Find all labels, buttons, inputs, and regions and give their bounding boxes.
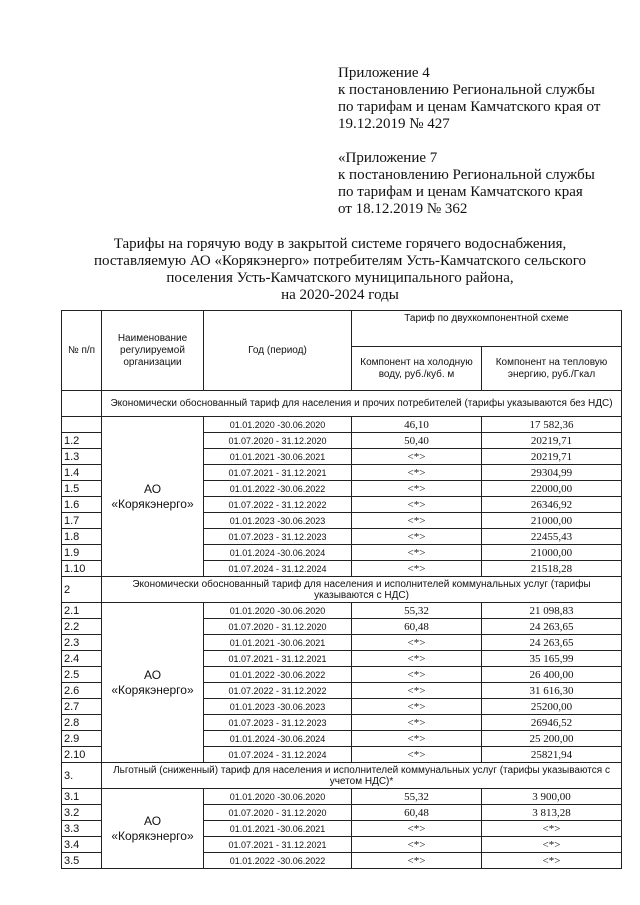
organization-name-line: АО <box>143 667 162 682</box>
heat-energy-value: 21000,00 <box>482 513 622 529</box>
period-cell: 01.07.2023 - 31.12.2023 <box>204 529 352 545</box>
cold-water-value: <*> <box>352 651 482 667</box>
row-number: 2.9 <box>62 731 102 747</box>
heat-energy-value: <*> <box>482 837 622 853</box>
header-cold-water-component: Компонент на холодную воду, руб./куб. м <box>352 347 482 391</box>
table-row <box>62 417 622 433</box>
heat-energy-value: 21 098,83 <box>482 603 622 619</box>
cold-water-value: 60,48 <box>352 619 482 635</box>
row-number: 3.3 <box>62 821 102 837</box>
heat-energy-value: <*> <box>482 853 622 869</box>
cold-water-value: <*> <box>352 683 482 699</box>
cold-water-value: <*> <box>352 465 482 481</box>
cold-water-value: <*> <box>352 545 482 561</box>
heat-energy-value: 3 813,28 <box>482 805 622 821</box>
cold-water-value: <*> <box>352 481 482 497</box>
appendix-prior-line: к постановлению Региональной службы <box>338 167 595 183</box>
cold-water-value: <*> <box>352 635 482 651</box>
section-number <box>62 391 102 417</box>
tariff-table-body <box>62 391 622 869</box>
row-number: 2.1 <box>62 603 102 619</box>
heat-energy-value: <*> <box>482 821 622 837</box>
organization-name-line: «Корякэнерго» <box>111 682 194 697</box>
row-number: 2.6 <box>62 683 102 699</box>
cold-water-value: <*> <box>352 561 482 577</box>
cold-water-value: <*> <box>352 449 482 465</box>
heat-energy-value: 22000,00 <box>482 481 622 497</box>
heat-energy-value: 17 582,36 <box>482 417 622 433</box>
row-number: 2.7 <box>62 699 102 715</box>
organization-name-line: «Корякэнерго» <box>111 828 194 843</box>
row-number: 1.2 <box>62 433 102 449</box>
heat-energy-value: 35 165,99 <box>482 651 622 667</box>
period-cell: 01.01.2023 -30.06.2023 <box>204 699 352 715</box>
period-cell: 01.07.2022 - 31.12.2022 <box>204 683 352 699</box>
appendix-current-line: 19.12.2019 № 427 <box>338 116 450 132</box>
appendix-current-line: к постановлению Региональной службы <box>338 82 595 98</box>
organization-cell <box>102 789 204 869</box>
row-number: 1.6 <box>62 497 102 513</box>
organization-name-line: «Корякэнерго» <box>111 496 194 511</box>
row-number: 1.7 <box>62 513 102 529</box>
row-number: 2.3 <box>62 635 102 651</box>
appendix-current-block <box>338 65 628 133</box>
heat-energy-value: 24 263,65 <box>482 635 622 651</box>
row-number <box>62 417 102 433</box>
header-tariff-group: Тариф по двухкомпонентной схеме <box>352 311 622 347</box>
period-cell: 01.07.2020 - 31.12.2020 <box>204 805 352 821</box>
row-number: 3.1 <box>62 789 102 805</box>
appendix-prior-line: по тарифам и ценам Камчатского края <box>338 184 583 200</box>
period-cell: 01.01.2022 -30.06.2022 <box>204 481 352 497</box>
section-row <box>62 763 622 789</box>
cold-water-value: <*> <box>352 667 482 683</box>
heat-energy-value: 24 263,65 <box>482 619 622 635</box>
period-cell: 01.01.2021 -30.06.2021 <box>204 821 352 837</box>
period-cell: 01.01.2023 -30.06.2023 <box>204 513 352 529</box>
period-cell: 01.01.2021 -30.06.2021 <box>204 635 352 651</box>
period-cell: 01.01.2024 -30.06.2024 <box>204 545 352 561</box>
section-number: 3. <box>62 763 102 789</box>
section-title: Экономически обоснованный тариф для населения и прочих потребителей (тарифы указываются без НДС) <box>102 391 622 417</box>
title-line: на 2020-2024 годы <box>281 287 399 303</box>
row-number: 1.9 <box>62 545 102 561</box>
period-cell: 01.01.2020 -30.06.2020 <box>204 789 352 805</box>
header-number: № п/п <box>62 311 102 391</box>
title-line: поселения Усть-Камчатского муниципального района, <box>166 270 514 286</box>
cold-water-value: <*> <box>352 497 482 513</box>
cold-water-value: 55,32 <box>352 603 482 619</box>
table-row <box>62 603 622 619</box>
row-number: 3.4 <box>62 837 102 853</box>
row-number: 2.4 <box>62 651 102 667</box>
period-cell: 01.01.2021 -30.06.2021 <box>204 449 352 465</box>
organization-cell <box>102 603 204 763</box>
heat-energy-value: 25 200,00 <box>482 731 622 747</box>
row-number: 2.10 <box>62 747 102 763</box>
row-number: 2.5 <box>62 667 102 683</box>
row-number: 2.2 <box>62 619 102 635</box>
section-title: Льготный (сниженный) тариф для населения и исполнителей коммунальных услуг (тарифы указываются с учетом НДС)* <box>102 763 622 789</box>
period-cell: 01.01.2024 -30.06.2024 <box>204 731 352 747</box>
organization-cell <box>102 417 204 577</box>
cold-water-value: <*> <box>352 715 482 731</box>
period-cell: 01.01.2022 -30.06.2022 <box>204 853 352 869</box>
period-cell: 01.01.2020 -30.06.2020 <box>204 603 352 619</box>
cold-water-value: <*> <box>352 513 482 529</box>
period-cell: 01.01.2020 -30.06.2020 <box>204 417 352 433</box>
cold-water-value: <*> <box>352 747 482 763</box>
header-organization: Наименование регулируемой организации <box>102 311 204 391</box>
period-cell: 01.07.2021 - 31.12.2021 <box>204 837 352 853</box>
cold-water-value: 46,10 <box>352 417 482 433</box>
period-cell: 01.01.2022 -30.06.2022 <box>204 667 352 683</box>
cold-water-value: <*> <box>352 837 482 853</box>
heat-energy-value: 20219,71 <box>482 449 622 465</box>
heat-energy-value: 21000,00 <box>482 545 622 561</box>
row-number: 1.8 <box>62 529 102 545</box>
section-row <box>62 577 622 603</box>
heat-energy-value: 20219,71 <box>482 433 622 449</box>
heat-energy-value: 26346,92 <box>482 497 622 513</box>
row-number: 1.10 <box>62 561 102 577</box>
cold-water-value: 50,40 <box>352 433 482 449</box>
period-cell: 01.07.2024 - 31.12.2024 <box>204 747 352 763</box>
row-number: 2.8 <box>62 715 102 731</box>
heat-energy-value: 3 900,00 <box>482 789 622 805</box>
header-heat-component: Компонент на тепловую энергию, руб./Гкал <box>482 347 622 391</box>
section-title: Экономически обоснованный тариф для населения и исполнителей коммунальных услуг (тарифы указываются с НДС) <box>102 577 622 603</box>
section-row <box>62 391 622 417</box>
heat-energy-value: 25200,00 <box>482 699 622 715</box>
row-number: 3.5 <box>62 853 102 869</box>
appendix-prior-line: от 18.12.2019 № 362 <box>338 201 468 217</box>
heat-energy-value: 22455,43 <box>482 529 622 545</box>
heat-energy-value: 26 400,00 <box>482 667 622 683</box>
appendix-prior-block <box>338 150 628 218</box>
period-cell: 01.07.2023 - 31.12.2023 <box>204 715 352 731</box>
cold-water-value: 60,48 <box>352 805 482 821</box>
organization-name-line: АО <box>143 813 162 828</box>
row-number: 1.5 <box>62 481 102 497</box>
cold-water-value: <*> <box>352 731 482 747</box>
period-cell: 01.07.2020 - 31.12.2020 <box>204 433 352 449</box>
tariff-table <box>61 310 622 869</box>
cold-water-value: 55,32 <box>352 789 482 805</box>
heat-energy-value: 29304,99 <box>482 465 622 481</box>
cold-water-value: <*> <box>352 529 482 545</box>
row-number: 1.4 <box>62 465 102 481</box>
row-number: 1.3 <box>62 449 102 465</box>
appendix-prior-line: «Приложение 7 <box>338 150 438 166</box>
table-row <box>62 789 622 805</box>
section-number: 2 <box>62 577 102 603</box>
cold-water-value: <*> <box>352 699 482 715</box>
heat-energy-value: 31 616,30 <box>482 683 622 699</box>
period-cell: 01.07.2020 - 31.12.2020 <box>204 619 352 635</box>
organization-name-line: АО <box>143 481 162 496</box>
title-line: поставляемую АО «Корякэнерго» потребителям Усть-Камчатского сельского <box>94 253 586 269</box>
appendix-current-line: Приложение 4 <box>338 65 430 81</box>
heat-energy-value: 25821,94 <box>482 747 622 763</box>
heat-energy-value: 21518,28 <box>482 561 622 577</box>
appendix-current-line: по тарифам и ценам Камчатского края от <box>338 99 601 115</box>
title-line: Тарифы на горячую воду в закрытой системе горячего водоснабжения, <box>113 236 567 252</box>
cold-water-value: <*> <box>352 853 482 869</box>
period-cell: 01.07.2021 - 31.12.2021 <box>204 465 352 481</box>
period-cell: 01.07.2022 - 31.12.2022 <box>204 497 352 513</box>
header-period: Год (период) <box>204 311 352 391</box>
period-cell: 01.07.2021 - 31.12.2021 <box>204 651 352 667</box>
heat-energy-value: 26946,52 <box>482 715 622 731</box>
cold-water-value: <*> <box>352 821 482 837</box>
document-title <box>60 236 620 304</box>
row-number: 3.2 <box>62 805 102 821</box>
period-cell: 01.07.2024 - 31.12.2024 <box>204 561 352 577</box>
